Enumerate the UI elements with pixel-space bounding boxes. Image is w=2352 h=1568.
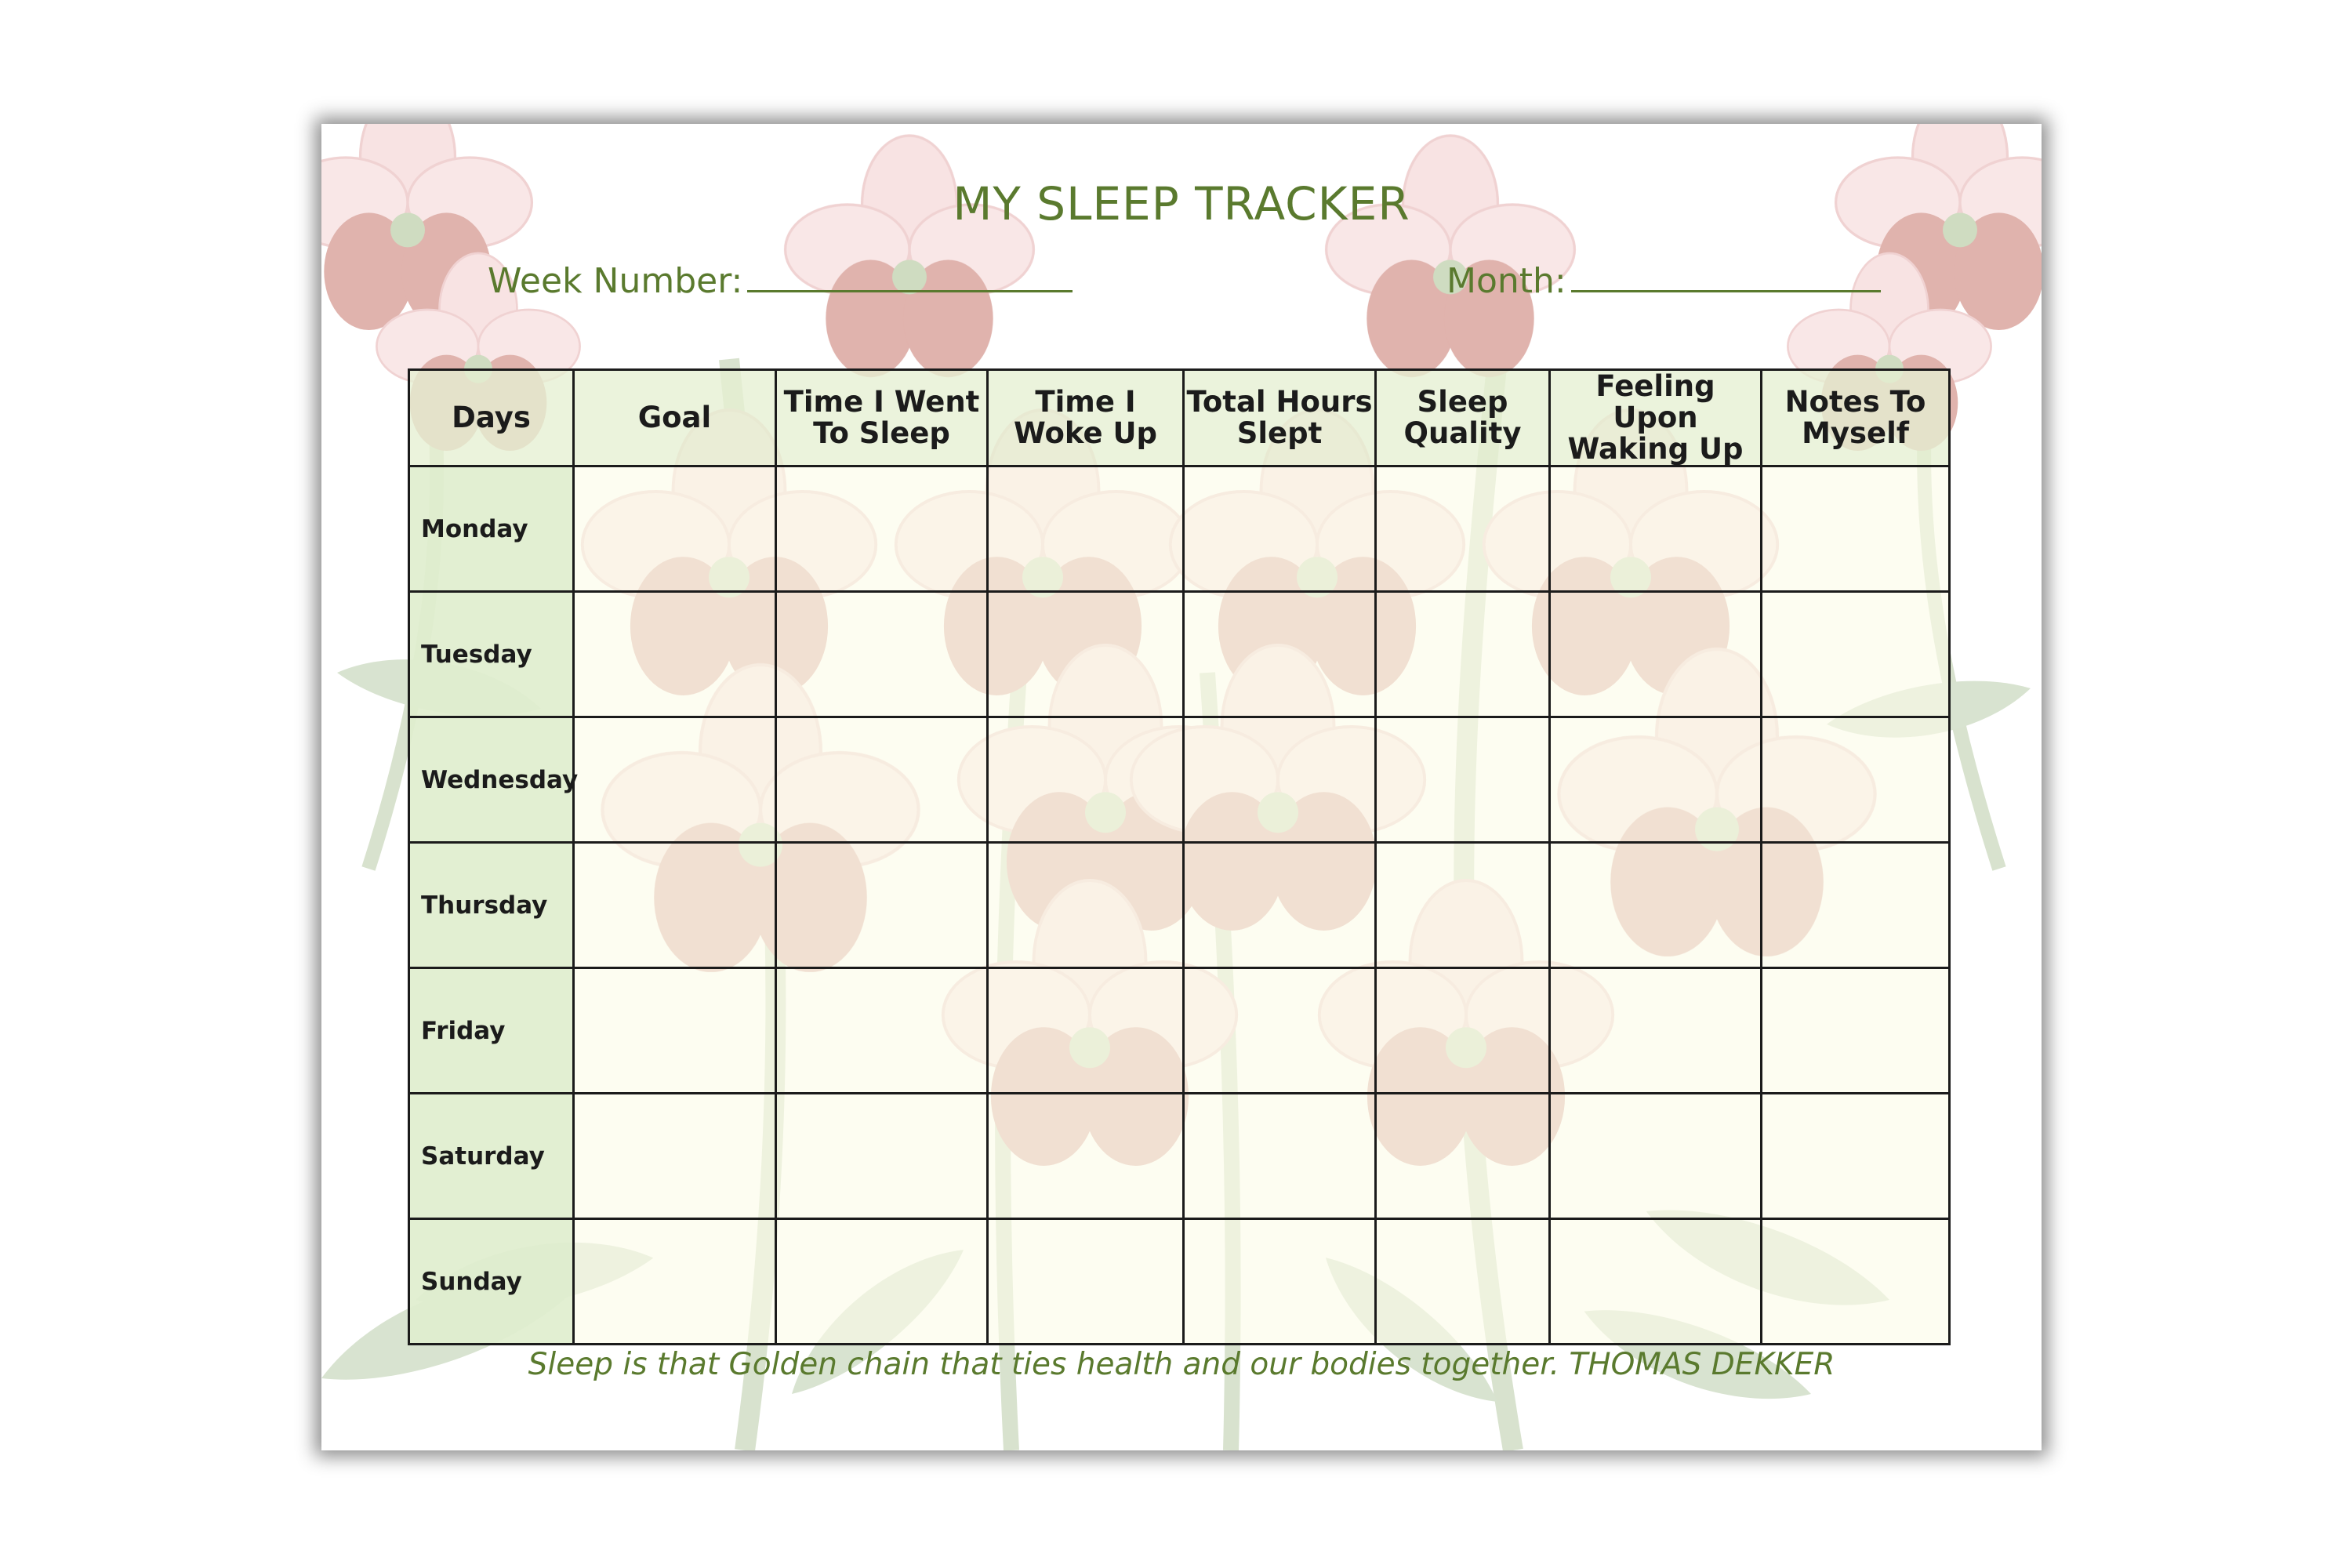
- wake-time-cell[interactable]: [988, 1094, 1184, 1219]
- wake-time-cell[interactable]: [988, 717, 1184, 843]
- feeling-cell[interactable]: [1550, 592, 1762, 717]
- sleep-quality-cell[interactable]: [1376, 592, 1550, 717]
- total-hours-cell[interactable]: [1184, 1219, 1376, 1345]
- notes-cell[interactable]: [1762, 843, 1950, 968]
- sleep-quality-cell[interactable]: [1376, 466, 1550, 592]
- sleep-time-cell[interactable]: [776, 466, 988, 592]
- goal-cell[interactable]: [574, 843, 776, 968]
- feeling-cell[interactable]: [1550, 1219, 1762, 1345]
- header-total-hours-slept: Total Hours Slept: [1184, 370, 1376, 466]
- wake-time-cell[interactable]: [988, 968, 1184, 1094]
- header-days: Days: [409, 370, 574, 466]
- wake-time-cell[interactable]: [988, 1219, 1184, 1345]
- sleep-time-cell[interactable]: [776, 1094, 988, 1219]
- notes-cell[interactable]: [1762, 592, 1950, 717]
- goal-cell[interactable]: [574, 968, 776, 1094]
- header-time-woke-up: Time I Woke Up: [988, 370, 1184, 466]
- goal-cell[interactable]: [574, 466, 776, 592]
- month-label: Month:: [1446, 261, 1566, 301]
- sleep-quality-cell[interactable]: [1376, 1094, 1550, 1219]
- total-hours-cell[interactable]: [1184, 717, 1376, 843]
- day-label: Tuesday: [409, 592, 574, 717]
- total-hours-cell[interactable]: [1184, 592, 1376, 717]
- goal-cell[interactable]: [574, 1094, 776, 1219]
- sleep-time-cell[interactable]: [776, 843, 988, 968]
- feeling-cell[interactable]: [1550, 466, 1762, 592]
- week-number-label: Week Number:: [488, 261, 743, 301]
- table-row: [409, 592, 1950, 717]
- feeling-cell[interactable]: [1550, 968, 1762, 1094]
- table-row: [409, 466, 1950, 592]
- sleep-time-cell[interactable]: [776, 1219, 988, 1345]
- goal-cell[interactable]: [574, 717, 776, 843]
- day-label: Monday: [409, 466, 574, 592]
- goal-cell[interactable]: [574, 1219, 776, 1345]
- wake-time-cell[interactable]: [988, 466, 1184, 592]
- notes-cell[interactable]: [1762, 717, 1950, 843]
- sleep-tracker-sheet: [321, 124, 2042, 1450]
- day-label: Friday: [409, 968, 574, 1094]
- sleep-quality-cell[interactable]: [1376, 717, 1550, 843]
- table-row: [409, 1219, 1950, 1345]
- table-row: [409, 1094, 1950, 1219]
- wake-time-cell[interactable]: [988, 592, 1184, 717]
- table-row: [409, 843, 1950, 968]
- month-field: [1446, 261, 1881, 301]
- header-time-went-to-sleep: Time I Went To Sleep: [776, 370, 988, 466]
- notes-cell[interactable]: [1762, 466, 1950, 592]
- sleep-quality-cell[interactable]: [1376, 968, 1550, 1094]
- sleep-time-cell[interactable]: [776, 592, 988, 717]
- feeling-cell[interactable]: [1550, 843, 1762, 968]
- total-hours-cell[interactable]: [1184, 968, 1376, 1094]
- day-label: Saturday: [409, 1094, 574, 1219]
- table-header-row: [409, 370, 1950, 466]
- sleep-tracker-table: [408, 368, 1951, 1345]
- header-goal: Goal: [574, 370, 776, 466]
- notes-cell[interactable]: [1762, 968, 1950, 1094]
- day-label: Thursday: [409, 843, 574, 968]
- day-label: Wednesday: [409, 717, 574, 843]
- month-blank-line[interactable]: [1571, 267, 1881, 292]
- notes-cell[interactable]: [1762, 1219, 1950, 1345]
- header-feeling-upon-waking: Feeling Upon Waking Up: [1550, 370, 1762, 466]
- day-label: Sunday: [409, 1219, 574, 1345]
- sleep-time-cell[interactable]: [776, 717, 988, 843]
- feeling-cell[interactable]: [1550, 1094, 1762, 1219]
- notes-cell[interactable]: [1762, 1094, 1950, 1219]
- week-number-blank-line[interactable]: [747, 267, 1073, 292]
- goal-cell[interactable]: [574, 592, 776, 717]
- week-number-field: [488, 261, 1073, 301]
- total-hours-cell[interactable]: [1184, 1094, 1376, 1219]
- table-row: [409, 968, 1950, 1094]
- wake-time-cell[interactable]: [988, 843, 1184, 968]
- sleep-quality-cell[interactable]: [1376, 1219, 1550, 1345]
- sleep-time-cell[interactable]: [776, 968, 988, 1094]
- total-hours-cell[interactable]: [1184, 843, 1376, 968]
- footer-quote: Sleep is that Golden chain that ties health and our bodies together. THOMAS DEKKER: [528, 1347, 1835, 1382]
- header-sleep-quality: Sleep Quality: [1376, 370, 1550, 466]
- header-notes-to-myself: Notes To Myself: [1762, 370, 1950, 466]
- table-row: [409, 717, 1950, 843]
- page-title: MY SLEEP TRACKER: [953, 177, 1410, 230]
- total-hours-cell[interactable]: [1184, 466, 1376, 592]
- feeling-cell[interactable]: [1550, 717, 1762, 843]
- sleep-quality-cell[interactable]: [1376, 843, 1550, 968]
